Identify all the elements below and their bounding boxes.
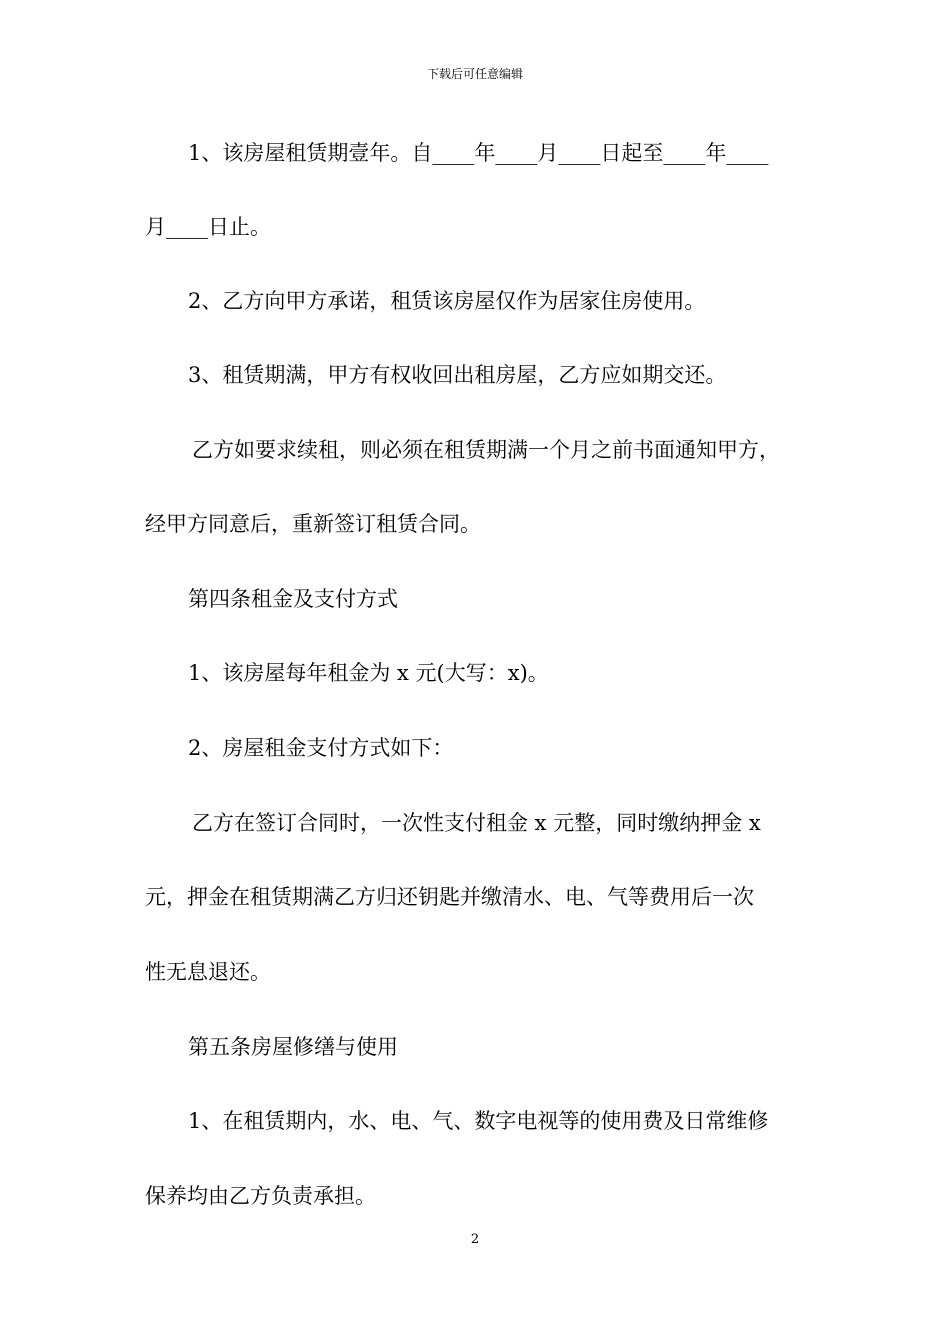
page-header: 下载后可任意编辑 [426, 67, 523, 81]
paragraph-line: 3、租赁期满，甲方有权收回出租房屋，乙方应如期交还。 [188, 363, 727, 387]
paragraph-line: 元，押金在租赁期满乙方归还钥匙并缴清水、电、气等费用后一次 [145, 885, 754, 909]
paragraph-line: 保养均由乙方负责承担。 [145, 1184, 376, 1208]
page-number: 2 [470, 1232, 480, 1247]
paragraph-line: 经甲方同意后，重新签订租赁合同。 [145, 512, 481, 536]
paragraph-line: 性无息退还。 [145, 960, 271, 984]
paragraph-line: 2、房屋租金支付方式如下： [188, 736, 454, 760]
paragraph-line: 乙方如要求续租，则必须在租赁期满一个月之前书面通知甲方， [192, 438, 780, 462]
paragraph-line: 1、该房屋每年租金为 x 元(大写：x)。 [188, 661, 549, 685]
section-heading: 第五条房屋修缮与使用 [188, 1035, 398, 1059]
paragraph-line: 1、该房屋租赁期壹年。自____年____月____日起至____年____ [188, 141, 769, 165]
paragraph-line: 乙方在签订合同时，一次性支付租金 x 元整，同时缴纳押金 x [192, 811, 761, 835]
section-heading: 第四条租金及支付方式 [188, 587, 398, 611]
paragraph-line: 1、在租赁期内，水、电、气、数字电视等的使用费及日常维修 [188, 1109, 769, 1133]
paragraph-line: 2、乙方向甲方承诺，租赁该房屋仅作为居家住房使用。 [188, 289, 706, 313]
paragraph-line: 月____日止。 [145, 215, 271, 239]
